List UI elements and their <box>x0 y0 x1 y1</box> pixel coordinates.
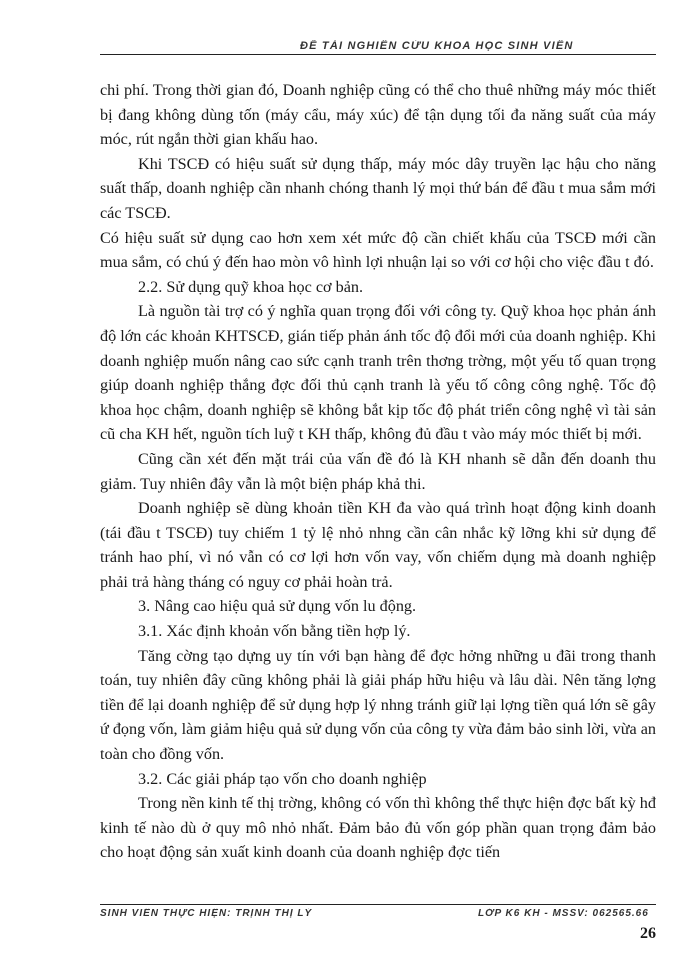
footer-class: LỚP K6 KH - MSSV: 062565.66 <box>478 908 649 919</box>
footer-rule <box>100 904 656 905</box>
paragraph-continuation: chi phí. Trong thời gian đó, Doanh nghiệp cũng có thể cho thuê những máy móc thiết bị đang không dùng tốn (máy cẩu, máy xúc) để tận dụng tối đa năng suất của máy móc, rút ngắn thời gian khấu hao. <box>100 81 656 149</box>
paragraph: Tăng cờng tạo dựng uy tín với bạn hàng để đợc hởng những u đãi trong thanh toán, tuy nhiên đây cũng không phải là giải pháp hữu hiệu và lâu dài. Nên tăng lợng tiền để lại doanh nghiệp để sử dụng hợp lý nhng tránh giữ lại lợng tiền quá lớn sẽ gây ứ đọng vốn, làm giảm hiệu quả sử dụng vốn của công ty vừa đảm bảo sinh lời, vừa an toàn cho đồng vốn. <box>100 646 656 764</box>
body-text <box>100 78 656 865</box>
running-header-title: ĐỀ TÀI NGHIÊN CỨU KHOA HỌC SINH VIÊN <box>300 40 574 52</box>
page-number: 26 <box>640 925 656 942</box>
paragraph: Cũng cần xét đến mặt trái của vấn đề đó là KH nhanh sẽ dẫn đến doanh thu giảm. Tuy nhiên đây vẫn là một biện pháp khả thi. <box>100 449 656 493</box>
section-heading-3: 3. Nâng cao hiệu quả sử dụng vốn lu động. <box>138 597 417 616</box>
paragraph: Doanh nghiệp sẽ dùng khoản tiền KH đa vào quá trình hoạt động kinh doanh (tái đầu t TSCĐ) tuy chiếm 1 tỷ lệ nhỏ nhng cần cân nhắc kỹ lỡng khi sử dụng để tránh hao phí, vì nó vẫn có cơ lợi hơn vốn vay, vốn chiếm dụng mà doanh nghiệp phải trả hàng tháng có nguy cơ phải hoàn trả. <box>100 499 656 591</box>
section-heading-2-2: 2.2. Sử dụng quỹ khoa học cơ bản. <box>138 277 364 296</box>
paragraph: Khi TSCĐ có hiệu suất sử dụng thấp, máy móc dây truyền lạc hậu cho năng suất thấp, doanh nghiệp cần nhanh chóng thanh lý mọi thứ bán để đầu t mua sắm mới các TSCĐ. <box>100 154 656 222</box>
section-heading-3-1: 3.1. Xác định khoản vốn bằng tiền hợp lý. <box>138 622 411 641</box>
section-heading-3-2: 3.2. Các giải pháp tạo vốn cho doanh nghiệp <box>138 769 427 788</box>
paragraph: Là nguồn tài trợ có ý nghĩa quan trọng đối với công ty. Quỹ khoa học phản ánh độ lớn các khoản KHTSCĐ, gián tiếp phản ánh tốc độ đổi mới của doanh nghiệp. Khi doanh nghiệp muốn nâng cao sức cạnh tranh trên thơng trờng, một yếu tố quan trọng giúp doanh nghiệp thắng đợc đối thủ cạnh tranh là yếu tố công công nghệ. Tốc độ khoa học chậm, doanh nghiệp sẽ không bắt kịp tốc độ phát triển công nghệ vì tài sản cũ cha KH hết, nguồn tích luỹ t KH thấp, không đủ đầu t vào máy móc thiết bị mới. <box>100 302 656 444</box>
header-rule <box>100 54 656 55</box>
paragraph: Trong nền kinh tế thị trờng, không có vốn thì không thể thực hiện đợc bất kỳ hđ kinh tế nào dù ở quy mô nhỏ nhất. Đảm bảo đủ vốn góp phần quan trọng đảm bảo cho hoạt động sản xuất kinh doanh của doanh nghiệp đợc tiến <box>100 794 656 862</box>
footer-author: SINH VIÊN THỰC HIỆN: TRỊNH THỊ LÝ <box>100 908 313 919</box>
paragraph: Có hiệu suất sử dụng cao hơn xem xét mức độ cần chiết khấu của TSCĐ mới cần mua sắm, có chú ý đến hao mòn vô hình lợi nhuận lại so với cơ hội cho việc đầu t đó. <box>100 228 656 272</box>
